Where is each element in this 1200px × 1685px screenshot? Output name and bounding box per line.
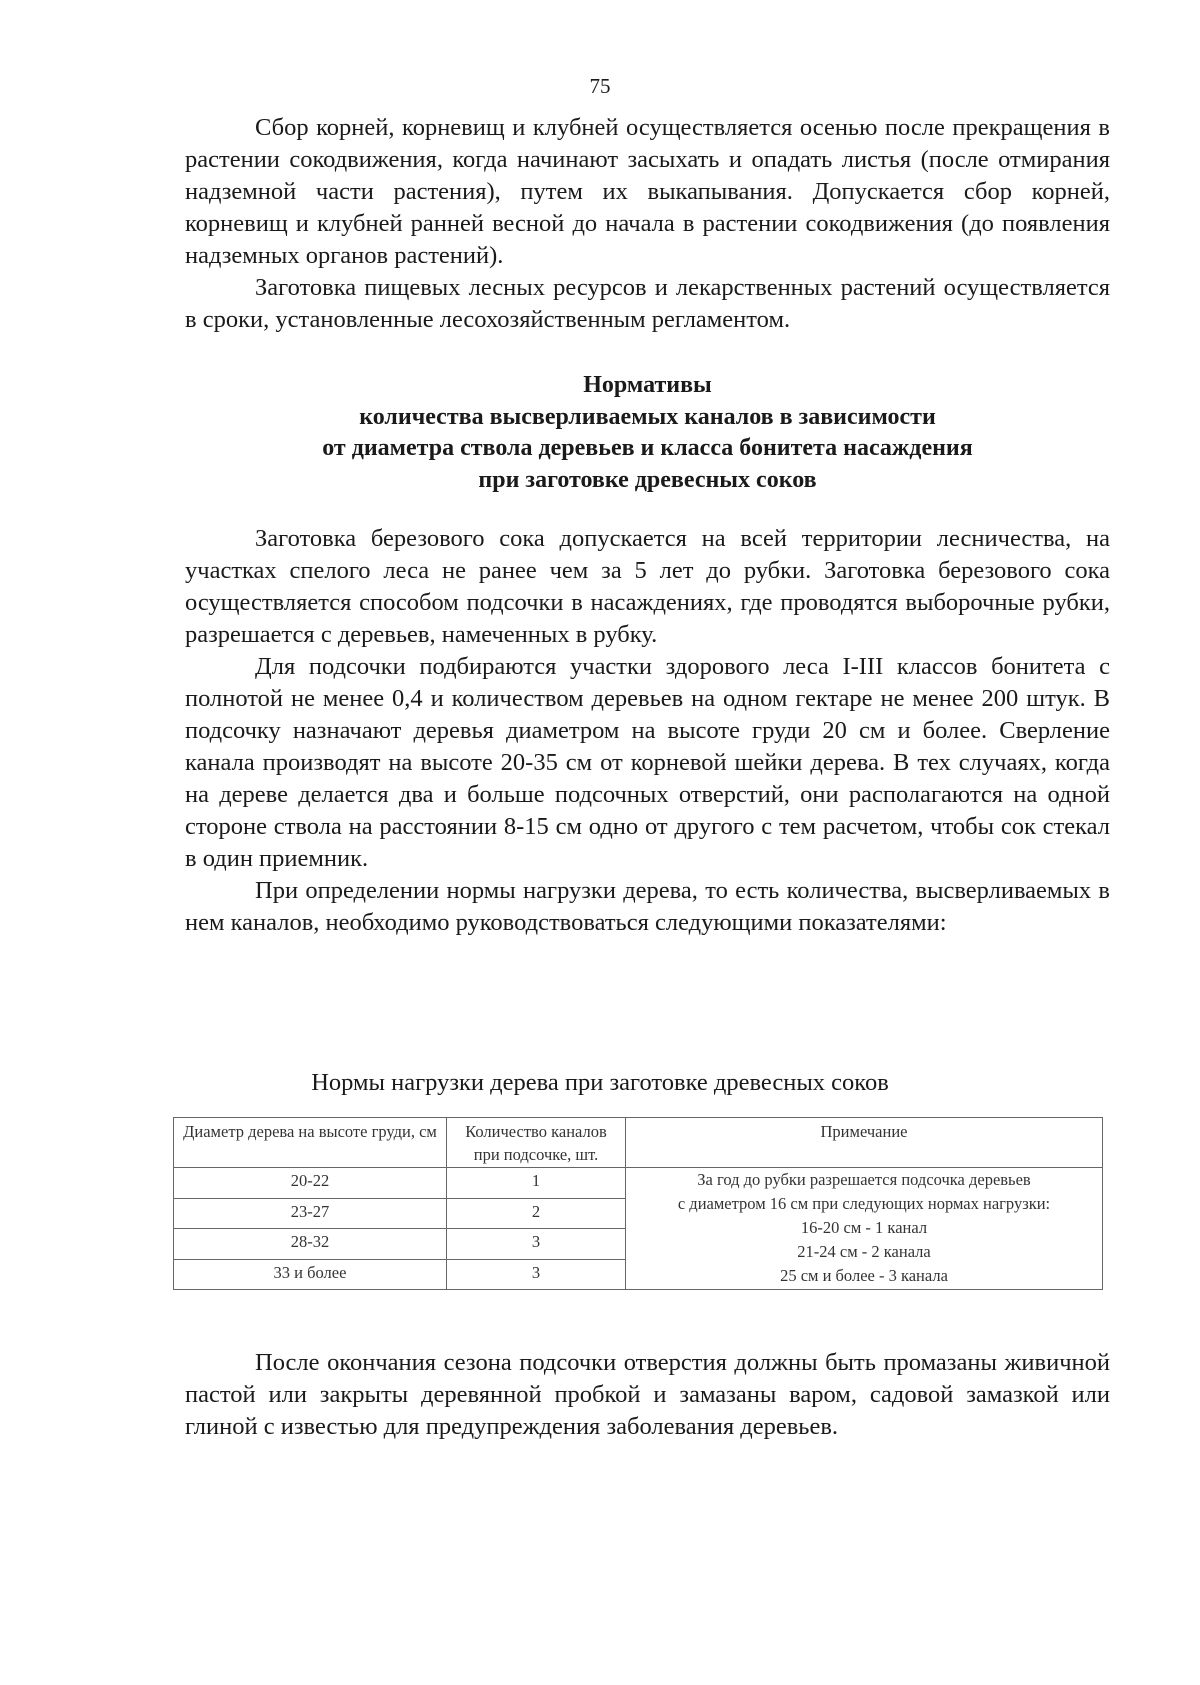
page-number: 75 [589,74,611,98]
header-channels: Количество каналов при подсочке, шт. [447,1118,626,1168]
header-note: Примечание [626,1118,1103,1168]
heading-line: от диаметра ствола деревьев и класса бонитета насаждения [322,435,973,461]
closing-paragraph: После окончания сезона подсочки отверстия должны быть промазаны живичной пастой или закрыты деревянной пробкой и замазаны варом, садовой замазкой или глиной с известью для предупреждения заболевания деревьев. [185,1349,1110,1440]
norms-table [173,1117,1103,1290]
main-paragraph: Для подсочки подбираются участки здорового леса I-III классов бонитета с полнотой не менее 0,4 и количеством деревьев на одном гектаре не менее 200 штук. В подсочку назначают деревья диаметром на высоте груди 20 см и более. Сверление канала производят на высоте 20-35 см от корневой шейки дерева. В тех случаях, когда на дереве делается два и больше подсочных отверстий, они располагаются на одной стороне ствола на расстоянии 8-15 см одно от другого с тем расчетом, чтобы сок стекал в один приемник. [185,653,1110,872]
section-heading [185,370,1110,496]
cell-diameter: 20-22 [174,1168,447,1199]
cell-diameter: 23-27 [174,1198,447,1229]
table-caption: Нормы нагрузки дерева при заготовке древесных соков [311,1069,889,1096]
main-text [185,523,1110,939]
note-line: За год до рубки разрешается подсочка деревьев [697,1170,1031,1189]
note-line: 25 см и более - 3 канала [780,1266,948,1285]
cell-channels: 2 [447,1198,626,1229]
header-diameter: Диаметр дерева на высоте груди, см [174,1118,447,1168]
cell-note [626,1168,1103,1290]
intro-paragraph: Сбор корней, корневищ и клубней осуществляется осенью после прекращения в растении сокодвижения, когда начинают засыхать и опадать листья (после отмирания надземной части растения), путем их выкапывания. Допускается сбор корней, корневищ и клубней ранней весной до начала в растении сокодвижения (до появления надземных органов растений). [185,114,1110,269]
table-row [174,1168,1103,1199]
cell-channels: 1 [447,1168,626,1199]
heading-line: Нормативы [583,372,712,398]
cell-channels: 3 [447,1259,626,1290]
main-paragraph: Заготовка березового сока допускается на всей территории лесничества, на участках спелого леса не ранее чем за 5 лет до рубки. Заготовка березового сока осуществляется способом подсочки в насаждениях, где проводятся выборочные рубки, разрешается с деревьев, намеченных в рубку. [185,525,1110,648]
note-line: с диаметром 16 см при следующих нормах нагрузки: [677,1194,1051,1213]
table-header-row [174,1118,1103,1168]
main-paragraph: При определении нормы нагрузки дерева, то есть количества, высверливаемых в нем каналов, необходимо руководствоваться следующими показателями: [185,877,1110,936]
intro-text [185,112,1110,336]
heading-line: количества высверливаемых каналов в зависимости [359,403,936,430]
cell-diameter: 28-32 [174,1229,447,1260]
note-line: 21-24 см - 2 канала [797,1242,931,1261]
cell-diameter: 33 и более [174,1259,447,1290]
note-line: 16-20 см - 1 канал [800,1218,928,1237]
closing-text [185,1347,1110,1443]
heading-line: при заготовке древесных соков [478,466,817,493]
intro-paragraph: Заготовка пищевых лесных ресурсов и лекарственных растений осуществляется в сроки, установленные лесохозяйственным регламентом. [185,274,1110,333]
cell-channels: 3 [447,1229,626,1260]
